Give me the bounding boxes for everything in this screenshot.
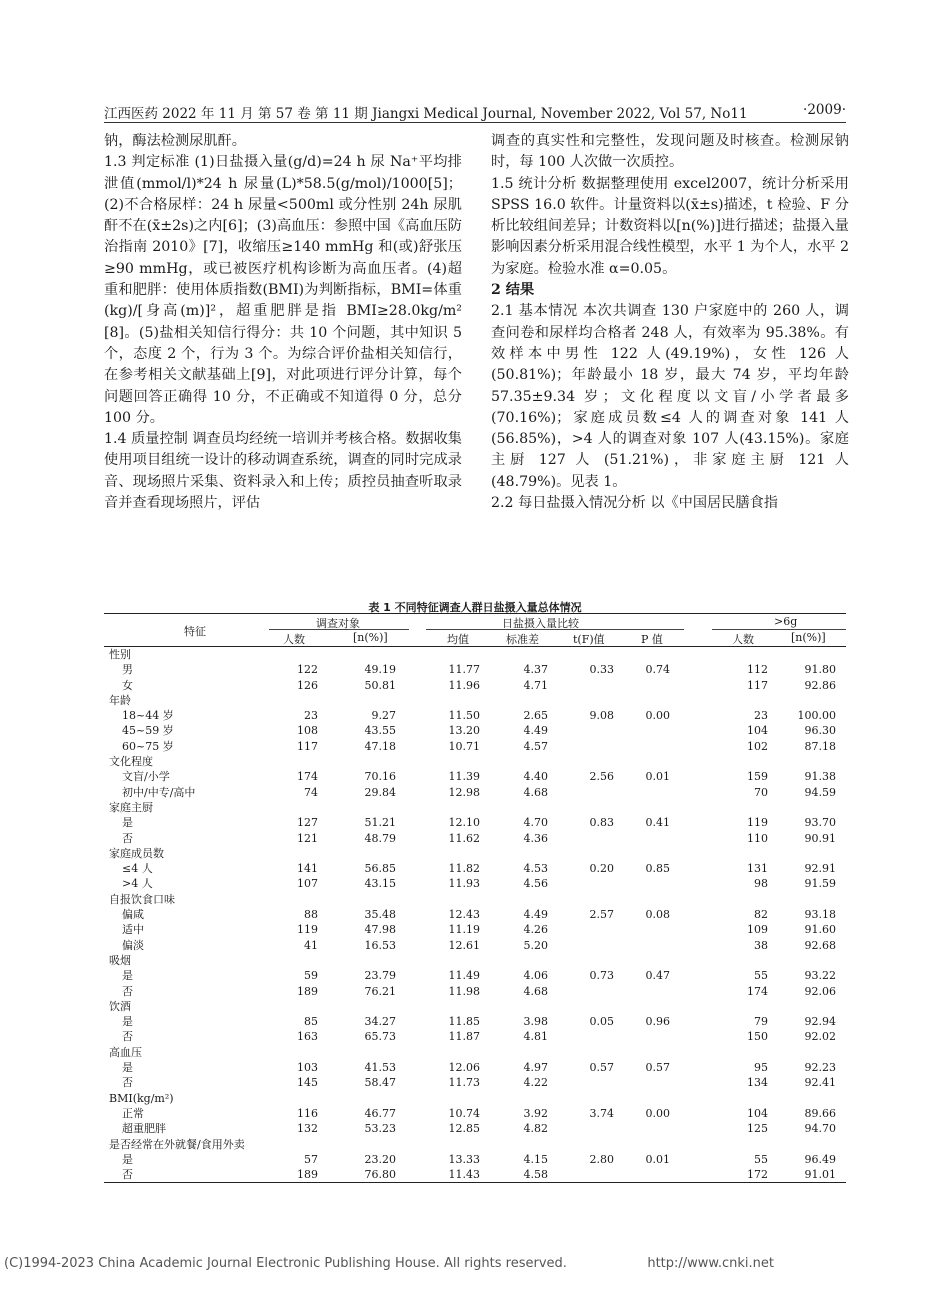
header-col: t(F)值 bbox=[573, 633, 605, 646]
section-heading: 2 结果 bbox=[491, 282, 535, 299]
row-label: 是 bbox=[122, 1061, 133, 1075]
copyright-notice: (C)1994-2023 China Academic Journal Electronic Publishing House. All rights reserved. bbox=[4, 1256, 567, 1271]
table-cell: 41 bbox=[304, 938, 318, 952]
table-cell: 4.26 bbox=[523, 923, 548, 937]
table-cell: 74 bbox=[304, 785, 318, 799]
table-cell: 102 bbox=[747, 739, 768, 753]
paragraph: 1.3 判定标准 (1)日盐摄入量(g/d)=24 h 尿 Na⁺平均排泄值(mmol/l)*24 h 尿量(L)*58.5(g/mol)/1000[5]；(2)不合格尿样：24 h 尿量<500ml 或分性别 24h 尿肌酐不在(x̄±2s)之内[6]；(3)高血压：参照中国《高血压防治指南 2010》[7]，收缩压≥140 mmHg 和(或)舒张压≥90 mmHg，或已被医疗机构诊断为高血压者。(4)超重和肥胖：使用体质指数(BMI)为判断指标，BMI=体重(kg)/[身高(m)]²，超重肥胖是指 BMI≥28.0kg/m² [8]。(5)盐相关知信行得分：共 10 个问题，其中知识 5 个，态度 2 个，行为 3 个。为综合评价盐相关知信行，在参考相关文献基础上[9]，对此项进行评分计算，每个问题回答正确得 10 分，不正确或不知道得 0 分，总分 100 分。 bbox=[104, 154, 462, 426]
header-col: 人数 bbox=[732, 633, 754, 646]
table-cell: 53.23 bbox=[364, 1122, 396, 1136]
paragraph: 钠，酶法检测尿肌酐。 bbox=[104, 133, 246, 149]
row-label: 是否经常在外就餐/食用外卖 bbox=[109, 1137, 245, 1151]
table-category-row bbox=[104, 1045, 846, 1060]
row-label: 否 bbox=[122, 831, 133, 845]
table-row bbox=[104, 1075, 846, 1090]
row-label: 年龄 bbox=[109, 693, 131, 707]
table-cell: 189 bbox=[297, 1168, 318, 1182]
row-label: 女 bbox=[122, 678, 133, 692]
row-label: 吸烟 bbox=[109, 953, 131, 967]
table-cell: 96.30 bbox=[804, 724, 836, 738]
table-cell: 2.80 bbox=[589, 1152, 614, 1166]
row-label: 18~44 岁 bbox=[122, 709, 174, 723]
right-text-column bbox=[491, 131, 849, 514]
table-cell: 2.57 bbox=[589, 908, 614, 922]
table-cell: 46.77 bbox=[364, 1106, 396, 1120]
table-cell: 0.74 bbox=[645, 663, 670, 677]
row-label: 超重肥胖 bbox=[122, 1122, 166, 1136]
table-cell: 4.49 bbox=[523, 724, 548, 738]
table-category-row bbox=[104, 892, 846, 907]
table-cell: 134 bbox=[747, 1076, 768, 1090]
row-label: 是 bbox=[122, 1152, 133, 1166]
table-cell: 2.65 bbox=[523, 709, 548, 723]
table-cell: 96.49 bbox=[804, 1152, 836, 1166]
row-label: 是 bbox=[122, 1015, 133, 1029]
table-cell: 172 bbox=[747, 1168, 768, 1182]
table-cell: 121 bbox=[297, 831, 318, 845]
table-category-row bbox=[104, 953, 846, 968]
row-label: 文盲/小学 bbox=[122, 770, 170, 784]
table-cell: 58.47 bbox=[364, 1076, 396, 1090]
table-row bbox=[104, 708, 846, 723]
row-label: 文化程度 bbox=[109, 755, 153, 769]
table-category-row bbox=[104, 999, 846, 1014]
row-label: 高血压 bbox=[109, 1045, 142, 1059]
table-row bbox=[104, 678, 846, 693]
row-label: >4 人 bbox=[122, 877, 153, 891]
table-row bbox=[104, 723, 846, 738]
table-cell: 4.22 bbox=[523, 1076, 548, 1090]
table-row bbox=[104, 769, 846, 784]
table-cell: 4.53 bbox=[523, 862, 548, 876]
table-cell: 189 bbox=[297, 984, 318, 998]
paragraph: 1.5 统计分析 数据整理使用 excel2007，统计分析采用 SPSS 16.0 软件。计量资料以(x̄±s)描述，t 检验、F 分析比较组间差异；计数资料以[n(%)]进行描述；盐摄入量影响因素分析采用混合线性模型，水平 1 为个人，水平 2 为家庭。检验水准 α=0.05。 bbox=[491, 175, 849, 277]
table-cell: 4.68 bbox=[523, 984, 548, 998]
row-label: 60~75 岁 bbox=[122, 739, 174, 753]
row-label: 否 bbox=[122, 1168, 133, 1182]
row-label: 否 bbox=[122, 1076, 133, 1090]
table-category-row bbox=[104, 647, 846, 662]
table-cell: 12.85 bbox=[448, 1122, 480, 1136]
table-cell: 100.00 bbox=[797, 709, 836, 723]
row-label: 饮酒 bbox=[109, 999, 131, 1013]
row-label: 偏淡 bbox=[122, 938, 144, 952]
table-cell: 90.91 bbox=[804, 831, 836, 845]
table-cell: 119 bbox=[297, 923, 318, 937]
table-row bbox=[104, 1106, 846, 1121]
table-cell: 11.49 bbox=[448, 969, 480, 983]
table-cell: 12.98 bbox=[448, 785, 480, 799]
table-cell: 0.57 bbox=[645, 1061, 670, 1075]
table-cell: 131 bbox=[747, 862, 768, 876]
table-cell: 0.01 bbox=[645, 1152, 670, 1166]
table-cell: 112 bbox=[747, 663, 768, 677]
table-row bbox=[104, 739, 846, 754]
table-cell: 163 bbox=[297, 1030, 318, 1044]
table-cell: 85 bbox=[304, 1015, 318, 1029]
table-cell: 4.37 bbox=[523, 663, 548, 677]
table-cell: 91.01 bbox=[804, 1168, 836, 1182]
row-label: 初中/中专/高中 bbox=[122, 785, 196, 799]
header-col: 人数 bbox=[283, 633, 305, 646]
table-cell: 9.27 bbox=[371, 709, 396, 723]
table-cell: 57 bbox=[304, 1152, 318, 1166]
table-cell: 12.61 bbox=[448, 938, 480, 952]
paragraph: 2.1 基本情况 本次共调查 130 户家庭中的 260 人，调查问卷和尿样均合格者 248 人，有效率为 95.38%。有效样本中男性 122 人(49.19%)，女性 126 人(50.81%)；年龄最小 18 岁，最大 74 岁，平均年龄 57.35±9.34 岁；文化程度以文盲/小学者最多(70.16%)；家庭成员数≤4 人的调查对象 141 人(56.85%)，>4 人的调查对象 107 人(43.15%)。家庭主厨 127 人 (51.21%)，非家庭主厨 121 人(48.79%)。见表 1。 bbox=[491, 303, 849, 490]
table-header bbox=[104, 614, 846, 647]
table-cell: 11.98 bbox=[448, 984, 480, 998]
table-cell: 5.20 bbox=[523, 938, 548, 952]
table-cell: 11.93 bbox=[448, 877, 480, 891]
table-cell: 4.06 bbox=[523, 969, 548, 983]
table-cell: 11.77 bbox=[448, 663, 480, 677]
table-row bbox=[104, 922, 846, 937]
table-row bbox=[104, 938, 846, 953]
header-col: [n(%)] bbox=[353, 631, 388, 644]
table-cell: 35.48 bbox=[364, 908, 396, 922]
data-table bbox=[104, 613, 846, 1183]
table-cell: 3.92 bbox=[523, 1106, 548, 1120]
table-row bbox=[104, 1014, 846, 1029]
table-category-row bbox=[104, 800, 846, 815]
table-cell: 43.15 bbox=[364, 877, 396, 891]
left-text-column bbox=[104, 131, 462, 514]
table-category-row bbox=[104, 693, 846, 708]
row-label: 家庭主厨 bbox=[109, 800, 153, 814]
table-cell: 4.49 bbox=[523, 908, 548, 922]
table-cell: 93.18 bbox=[804, 908, 836, 922]
table-cell: 116 bbox=[297, 1106, 318, 1120]
table-cell: 91.60 bbox=[804, 923, 836, 937]
table-cell: 55 bbox=[754, 1152, 768, 1166]
row-label: 自报饮食口味 bbox=[109, 892, 175, 906]
table-cell: 0.33 bbox=[589, 663, 614, 677]
table-cell: 12.43 bbox=[448, 908, 480, 922]
table-category-row bbox=[104, 1137, 846, 1152]
table-cell: 11.43 bbox=[448, 1168, 480, 1182]
table-cell: 4.82 bbox=[523, 1122, 548, 1136]
table-cell: 92.91 bbox=[804, 862, 836, 876]
table-cell: 70.16 bbox=[364, 770, 396, 784]
table-cell: 126 bbox=[297, 678, 318, 692]
table-cell: 91.80 bbox=[804, 663, 836, 677]
table-cell: 11.85 bbox=[448, 1015, 480, 1029]
header-feature: 特征 bbox=[184, 625, 206, 638]
footer-url: http://www.cnki.net bbox=[647, 1256, 774, 1271]
table-cell: 47.98 bbox=[364, 923, 396, 937]
row-label: BMI(kg/m²) bbox=[109, 1091, 174, 1105]
header-group-over6g: >6g bbox=[774, 615, 798, 628]
table-cell: 70 bbox=[754, 785, 768, 799]
header-col: 均值 bbox=[447, 633, 469, 646]
table-cell: 91.38 bbox=[804, 770, 836, 784]
table-cell: 2.56 bbox=[589, 770, 614, 784]
table-category-row bbox=[104, 754, 846, 769]
table-cell: 174 bbox=[747, 984, 768, 998]
table-cell: 12.06 bbox=[448, 1061, 480, 1075]
table-cell: 11.62 bbox=[448, 831, 480, 845]
table-cell: 174 bbox=[297, 770, 318, 784]
header-rule bbox=[426, 629, 684, 630]
paragraph: 1.4 质量控制 调查员均经统一培训并考核合格。数据收集使用项目组统一设计的移动调查系统，调查的同时完成录音、现场照片采集、资料录入和上传；质控员抽查听取录音并查看现场照片，评估 bbox=[104, 431, 462, 512]
table-cell: 11.19 bbox=[448, 923, 480, 937]
table-row bbox=[104, 984, 846, 999]
table-cell: 51.21 bbox=[364, 816, 396, 830]
table-category-row bbox=[104, 846, 846, 861]
table-cell: 4.40 bbox=[523, 770, 548, 784]
table-cell: 89.66 bbox=[804, 1106, 836, 1120]
table-cell: 87.18 bbox=[804, 739, 836, 753]
table-cell: 104 bbox=[747, 724, 768, 738]
header-rule bbox=[712, 629, 846, 630]
header-col: [n(%)] bbox=[791, 631, 826, 644]
row-label: ≤4 人 bbox=[122, 862, 153, 876]
table-cell: 92.23 bbox=[804, 1061, 836, 1075]
table-cell: 117 bbox=[297, 739, 318, 753]
table-cell: 0.83 bbox=[589, 816, 614, 830]
table-cell: 0.05 bbox=[589, 1015, 614, 1029]
table-cell: 0.00 bbox=[645, 709, 670, 723]
table-cell: 0.73 bbox=[589, 969, 614, 983]
row-label: 否 bbox=[122, 1030, 133, 1044]
table-row bbox=[104, 861, 846, 876]
table-cell: 103 bbox=[297, 1061, 318, 1075]
header-group-salt: 日盐摄入量比较 bbox=[502, 617, 579, 630]
table-cell: 104 bbox=[747, 1106, 768, 1120]
table-cell: 11.73 bbox=[448, 1076, 480, 1090]
header-rule bbox=[269, 629, 409, 630]
table-cell: 4.81 bbox=[523, 1030, 548, 1044]
table-cell: 29.84 bbox=[364, 785, 396, 799]
table-cell: 3.98 bbox=[523, 1015, 548, 1029]
table-cell: 0.47 bbox=[645, 969, 670, 983]
table-cell: 92.06 bbox=[804, 984, 836, 998]
table-cell: 107 bbox=[297, 877, 318, 891]
table-cell: 11.82 bbox=[448, 862, 480, 876]
table-cell: 49.19 bbox=[364, 663, 396, 677]
table-row bbox=[104, 1152, 846, 1167]
table-cell: 3.74 bbox=[589, 1106, 614, 1120]
table-cell: 13.33 bbox=[448, 1152, 480, 1166]
table-cell: 0.85 bbox=[645, 862, 670, 876]
row-label: 45~59 岁 bbox=[122, 724, 174, 738]
table-cell: 16.53 bbox=[364, 938, 396, 952]
table-cell: 12.10 bbox=[448, 816, 480, 830]
table-title: 表 1 不同特征调查人群日盐摄入量总体情况 bbox=[368, 601, 582, 614]
table-row bbox=[104, 1121, 846, 1136]
table-cell: 23.20 bbox=[364, 1152, 396, 1166]
table-cell: 0.00 bbox=[645, 1106, 670, 1120]
table-cell: 94.59 bbox=[804, 785, 836, 799]
table-cell: 65.73 bbox=[364, 1030, 396, 1044]
row-label: 否 bbox=[122, 984, 133, 998]
table-cell: 76.21 bbox=[364, 984, 396, 998]
table-cell: 95 bbox=[754, 1061, 768, 1075]
table-cell: 4.68 bbox=[523, 785, 548, 799]
table-cell: 132 bbox=[297, 1122, 318, 1136]
journal-info: 江西医药 2022 年 11 月 第 57 卷 第 11 期 Jiangxi Medical Journal, November 2022, Vol 57, No11 bbox=[104, 106, 748, 122]
table-cell: 127 bbox=[297, 816, 318, 830]
table-cell: 122 bbox=[297, 663, 318, 677]
table-cell: 92.41 bbox=[804, 1076, 836, 1090]
table-cell: 4.57 bbox=[523, 739, 548, 753]
table-row bbox=[104, 1167, 846, 1182]
table-row bbox=[104, 1060, 846, 1075]
table-cell: 92.94 bbox=[804, 1015, 836, 1029]
table-cell: 141 bbox=[297, 862, 318, 876]
table-cell: 10.71 bbox=[448, 739, 480, 753]
page-number: ·2009· bbox=[803, 102, 846, 118]
table-cell: 82 bbox=[754, 908, 768, 922]
table-cell: 23 bbox=[304, 709, 318, 723]
table-cell: 159 bbox=[747, 770, 768, 784]
row-label: 性别 bbox=[109, 648, 131, 661]
table-row bbox=[104, 662, 846, 677]
row-label: 是 bbox=[122, 816, 133, 830]
table-category-row bbox=[104, 1091, 846, 1106]
row-label: 家庭成员数 bbox=[109, 846, 164, 860]
table-cell: 109 bbox=[747, 923, 768, 937]
table-cell: 92.86 bbox=[804, 678, 836, 692]
table-cell: 125 bbox=[747, 1122, 768, 1136]
row-label: 偏咸 bbox=[122, 908, 144, 922]
table-cell: 9.08 bbox=[589, 709, 614, 723]
table-cell: 4.56 bbox=[523, 877, 548, 891]
table-cell: 11.87 bbox=[448, 1030, 480, 1044]
table-cell: 0.57 bbox=[589, 1061, 614, 1075]
table-row bbox=[104, 968, 846, 983]
table-row bbox=[104, 1029, 846, 1044]
table-cell: 117 bbox=[747, 678, 768, 692]
table-cell: 93.22 bbox=[804, 969, 836, 983]
table-cell: 13.20 bbox=[448, 724, 480, 738]
table-cell: 0.01 bbox=[645, 770, 670, 784]
table-cell: 38 bbox=[754, 938, 768, 952]
row-label: 是 bbox=[122, 969, 133, 983]
table-cell: 0.41 bbox=[645, 816, 670, 830]
table-cell: 108 bbox=[297, 724, 318, 738]
table-cell: 34.27 bbox=[364, 1015, 396, 1029]
table-cell: 88 bbox=[304, 908, 318, 922]
paragraph: 调查的真实性和完整性，发现问题及时核查。检测尿钠时，每 100 人次做一次质控。 bbox=[491, 133, 849, 171]
table-cell: 23 bbox=[754, 709, 768, 723]
table-row bbox=[104, 831, 846, 846]
table-cell: 4.71 bbox=[523, 678, 548, 692]
table-cell: 145 bbox=[297, 1076, 318, 1090]
table-cell: 48.79 bbox=[364, 831, 396, 845]
table-cell: 4.97 bbox=[523, 1061, 548, 1075]
table-cell: 56.85 bbox=[364, 862, 396, 876]
table-cell: 0.96 bbox=[645, 1015, 670, 1029]
table-cell: 23.79 bbox=[364, 969, 396, 983]
table-cell: 91.59 bbox=[804, 877, 836, 891]
table-cell: 150 bbox=[747, 1030, 768, 1044]
table-cell: 4.15 bbox=[523, 1152, 548, 1166]
table-cell: 110 bbox=[747, 831, 768, 845]
table-cell: 79 bbox=[754, 1015, 768, 1029]
table-cell: 43.55 bbox=[364, 724, 396, 738]
row-label: 男 bbox=[122, 663, 133, 677]
running-header bbox=[104, 100, 846, 123]
table-cell: 4.36 bbox=[523, 831, 548, 845]
table-cell: 94.70 bbox=[804, 1122, 836, 1136]
table-cell: 11.96 bbox=[448, 678, 480, 692]
table-cell: 50.81 bbox=[364, 678, 396, 692]
header-col: P 值 bbox=[641, 633, 663, 646]
table-cell: 0.20 bbox=[589, 862, 614, 876]
table-cell: 76.80 bbox=[364, 1168, 396, 1182]
table-cell: 41.53 bbox=[364, 1061, 396, 1075]
table-cell: 93.70 bbox=[804, 816, 836, 830]
table-cell: 92.02 bbox=[804, 1030, 836, 1044]
table-cell: 55 bbox=[754, 969, 768, 983]
table-cell: 11.39 bbox=[448, 770, 480, 784]
row-label: 正常 bbox=[122, 1106, 144, 1120]
table-cell: 98 bbox=[754, 877, 768, 891]
table-cell: 59 bbox=[304, 969, 318, 983]
table-row bbox=[104, 907, 846, 922]
table-body bbox=[104, 647, 846, 1182]
table-cell: 47.18 bbox=[364, 739, 396, 753]
table-row bbox=[104, 876, 846, 891]
table-cell: 92.68 bbox=[804, 938, 836, 952]
table-cell: 119 bbox=[747, 816, 768, 830]
table-cell: 11.50 bbox=[448, 709, 480, 723]
table-cell: 0.08 bbox=[645, 908, 670, 922]
header-col: 标准差 bbox=[506, 633, 539, 646]
table-cell: 4.70 bbox=[523, 816, 548, 830]
header-group-subjects: 调查对象 bbox=[316, 617, 360, 630]
paragraph: 2.2 每日盐摄入情况分析 以《中国居民膳食指 bbox=[491, 495, 778, 512]
table-row bbox=[104, 815, 846, 830]
table-cell: 10.74 bbox=[448, 1106, 480, 1120]
table-row bbox=[104, 785, 846, 800]
table-cell: 4.58 bbox=[523, 1168, 548, 1182]
row-label: 适中 bbox=[122, 923, 144, 937]
